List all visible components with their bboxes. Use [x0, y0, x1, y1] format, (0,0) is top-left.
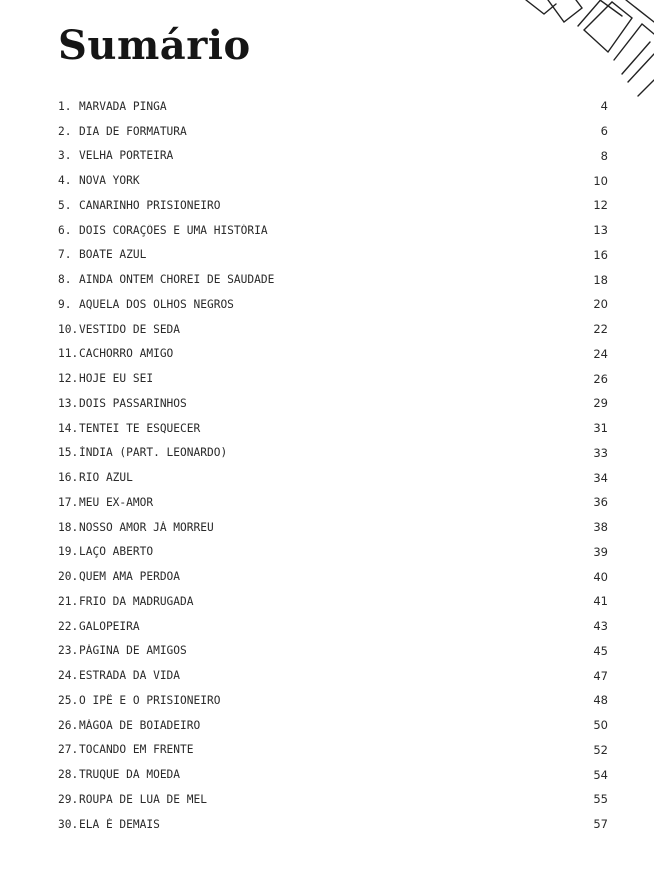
toc-entry-number: 12. [58, 372, 79, 386]
toc-entry[interactable] [58, 144, 608, 169]
toc-entry[interactable] [58, 292, 608, 317]
toc-entry-number: 7. [58, 248, 72, 262]
toc-entry-number: 22. [58, 619, 79, 633]
toc-entry-page: 6 [600, 124, 608, 139]
toc-entry-number: 27. [58, 743, 79, 757]
toc-entry-page: 10 [593, 173, 608, 188]
toc-entry[interactable] [58, 589, 608, 614]
toc-entry-number: 17. [58, 495, 79, 509]
toc-entry-title: ROUPA DE LUA DE MEL [79, 792, 207, 806]
toc-entry-title: CANARINHO PRISIONEIRO [79, 198, 221, 212]
toc-entry[interactable] [58, 713, 608, 738]
toc-entry-number: 1. [58, 99, 72, 113]
toc-entry[interactable] [58, 762, 608, 787]
toc-entry-title: TOCANDO EM FRENTE [79, 743, 194, 757]
toc-entry[interactable] [58, 564, 608, 589]
toc-entry[interactable] [58, 441, 608, 466]
toc-entry-number: 24. [58, 669, 79, 683]
toc-entry-page: 36 [593, 495, 608, 510]
toc-entry-title: VESTIDO DE SEDA [79, 322, 181, 336]
toc-entry-page: 52 [593, 742, 608, 757]
toc-entry-page: 22 [593, 322, 608, 337]
toc-entry-page: 8 [600, 148, 608, 163]
toc-entry-page: 57 [593, 817, 608, 832]
toc-entry-number: 5. [58, 198, 72, 212]
toc-entry[interactable] [58, 614, 608, 639]
toc-entry-page: 54 [593, 767, 608, 782]
table-of-contents [58, 94, 608, 837]
toc-entry-number: 16. [58, 471, 79, 485]
toc-entry-number: 3. [58, 149, 72, 163]
toc-entry[interactable] [58, 218, 608, 243]
toc-entry-title: MARVADA PINGA [79, 99, 167, 113]
toc-entry[interactable] [58, 267, 608, 292]
toc-entry[interactable] [58, 119, 608, 144]
toc-entry[interactable] [58, 787, 608, 812]
toc-entry-page: 29 [593, 396, 608, 411]
toc-entry-title: PÁGINA DE AMIGOS [79, 644, 187, 658]
toc-entry[interactable] [58, 317, 608, 342]
toc-entry-number: 6. [58, 223, 72, 237]
toc-entry-title: AQUELA DOS OLHOS NEGROS [79, 297, 234, 311]
toc-entry-title: ELA É DEMAIS [79, 817, 160, 831]
toc-entry-number: 28. [58, 768, 79, 782]
toc-entry[interactable] [58, 663, 608, 688]
toc-entry-title: MEU EX-AMOR [79, 495, 154, 509]
toc-entry[interactable] [58, 812, 608, 837]
toc-entry[interactable] [58, 515, 608, 540]
toc-entry-title: DOIS PASSARINHOS [79, 396, 187, 410]
toc-entry[interactable] [58, 243, 608, 268]
toc-entry-title: MÁGOA DE BOIADEIRO [79, 718, 201, 732]
toc-entry-title: FRIO DA MADRUGADA [79, 594, 194, 608]
toc-entry-title: ÍNDIA (PART. LEONARDO) [79, 446, 228, 460]
toc-entry-number: 15. [58, 446, 79, 460]
toc-entry-number: 14. [58, 421, 79, 435]
toc-entry-title: QUEM AMA PERDOA [79, 570, 181, 584]
toc-entry-number: 26. [58, 718, 79, 732]
toc-entry-title: O IPÊ E O PRISIONEIRO [79, 693, 221, 707]
toc-entry[interactable] [58, 193, 608, 218]
toc-entry-page: 13 [593, 223, 608, 238]
toc-entry-page: 20 [593, 297, 608, 312]
toc-entry-page: 43 [593, 619, 608, 634]
toc-entry-page: 39 [593, 544, 608, 559]
toc-entry-title: GALOPEIRA [79, 619, 140, 633]
toc-entry-page: 18 [593, 272, 608, 287]
toc-entry-page: 26 [593, 371, 608, 386]
toc-entry-title: AINDA ONTEM CHOREI DE SAUDADE [79, 273, 275, 287]
toc-entry-number: 25. [58, 693, 79, 707]
toc-entry[interactable] [58, 465, 608, 490]
toc-entry[interactable] [58, 366, 608, 391]
toc-entry-title: TENTEI TE ESQUECER [79, 421, 201, 435]
toc-entry[interactable] [58, 342, 608, 367]
toc-entry[interactable] [58, 94, 608, 119]
toc-entry[interactable] [58, 639, 608, 664]
toc-entry[interactable] [58, 688, 608, 713]
toc-entry-page: 24 [593, 346, 608, 361]
toc-entry-page: 41 [593, 594, 608, 609]
toc-entry-title: HOJE EU SEI [79, 372, 154, 386]
toc-entry[interactable] [58, 490, 608, 515]
toc-entry-number: 19. [58, 545, 79, 559]
toc-entry-title: DIA DE FORMATURA [79, 124, 187, 138]
toc-entry-number: 8. [58, 273, 72, 287]
toc-entry[interactable] [58, 391, 608, 416]
toc-entry-number: 13. [58, 396, 79, 410]
toc-entry-title: CACHORRO AMIGO [79, 347, 174, 361]
toc-entry-title: LAÇO ABERTO [79, 545, 154, 559]
toc-entry-number: 30. [58, 817, 79, 831]
toc-entry-title: TRUQUE DA MOEDA [79, 768, 181, 782]
toc-entry-page: 38 [593, 520, 608, 535]
toc-entry-page: 31 [593, 421, 608, 436]
toc-entry-number: 21. [58, 594, 79, 608]
toc-entry[interactable] [58, 168, 608, 193]
toc-entry-page: 4 [600, 99, 608, 114]
toc-entry-page: 55 [593, 792, 608, 807]
toc-entry-number: 4. [58, 174, 72, 188]
toc-entry-title: VELHA PORTEIRA [79, 149, 174, 163]
toc-entry-page: 45 [593, 643, 608, 658]
toc-entry-title: BOATE AZUL [79, 248, 147, 262]
toc-entry-number: 10. [58, 322, 79, 336]
toc-entry-number: 18. [58, 520, 79, 534]
toc-entry-title: ESTRADA DA VIDA [79, 669, 181, 683]
toc-entry-number: 2. [58, 124, 72, 138]
toc-entry[interactable] [58, 416, 608, 441]
toc-entry-number: 9. [58, 297, 72, 311]
toc-entry-title: NOVA YORK [79, 174, 140, 188]
toc-entry-page: 47 [593, 668, 608, 683]
toc-entry[interactable] [58, 738, 608, 763]
toc-entry-number: 20. [58, 570, 79, 584]
toc-entry-page: 40 [593, 569, 608, 584]
toc-entry-number: 23. [58, 644, 79, 658]
toc-entry-page: 48 [593, 693, 608, 708]
toc-entry-page: 33 [593, 445, 608, 460]
toc-entry-page: 16 [593, 247, 608, 262]
toc-entry-title: RIO AZUL [79, 471, 133, 485]
toc-entry-page: 50 [593, 718, 608, 733]
toc-entry-page: 34 [593, 470, 608, 485]
toc-entry-number: 11. [58, 347, 79, 361]
toc-entry-page: 12 [593, 198, 608, 213]
toc-entry-number: 29. [58, 792, 79, 806]
toc-entry-title: DOIS CORAÇÕES E UMA HISTÓRIA [79, 223, 268, 237]
page-title: Sumário [58, 22, 251, 69]
toc-entry[interactable] [58, 540, 608, 565]
toc-entry-title: NOSSO AMOR JÁ MORREU [79, 520, 214, 534]
